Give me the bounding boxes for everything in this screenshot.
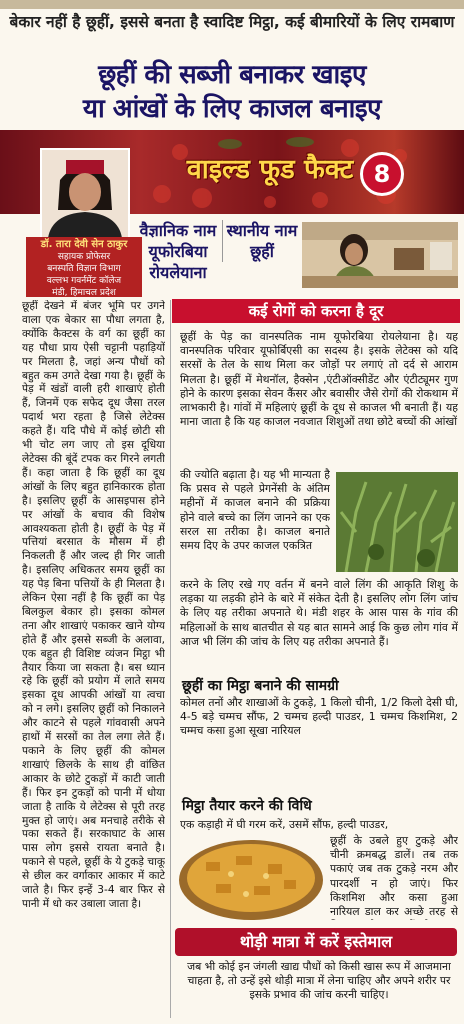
author-name: डॉ. तारा देवी सेन ठाकुर	[40, 239, 128, 250]
small-quantity-text: जब भी कोई इन जंगली खाद्य पौधों को किसी खास रूप में आजमाना चाहता है, तो उन्हें इसे थोड़ी मात्रा में लेना चाहिए और अपने शरीर पर इसके प्रभाव की जांच करनी चाहिए।	[187, 960, 451, 1002]
scientific-name-label: वैज्ञानिक नाम	[139, 221, 217, 240]
local-name-label: स्थानीय नाम	[226, 221, 298, 240]
section1-paragraph-a: छूहीं के पेड़ का वानस्पतिक नाम यूफोरबिया रोयलेयाना है। यह वानस्पतिक परिवार यूफोर्बिएसी का सदस्य है। इसके लेटेक्स को यदि सरसों के तेल के साथ मिला कर जोड़ों पर लगाएं तो दर्द से आराम मिलता है। छूहीं में मेथनॉल, हैक्सेन ,एंटीऑक्सीडेंट और एंटीट्यूमर गुण होने के कारण इसका सेवन कैंसर और बवासीर जैसे रोगों की रोकथाम में लाभकारी है। गांवों में महिलाएं छूहीं के दूध से काजल भी बनाती हैं। यह माना जाता है कि यह काजल नवजात शिशुओं तथा छोटे बच्चों की आंखों	[180, 330, 458, 429]
author-location: मंडी, हिमाचल प्रदेश	[52, 288, 116, 298]
author-college: वल्लभ गवर्नमेंट कॉलेज	[46, 276, 122, 286]
mittha-dish-photo	[176, 834, 326, 922]
author-photo-icon	[42, 150, 128, 238]
section1-paragraph-c: करने के लिए रखे गए वर्तन में बनने वाले लिंग की आकृति शिशु के लड़का या लड़की होने के बारे में संकेत देती है। इसलिए लोग लिंग जांच के लिए यह तरीका अपनाते थे। मंडी शहर के आस पास के गांव की महिलाओं के साथ बातचीत से यह बात सामने आई कि कुछ लोग गांव में आज भी लिंग की जांच के लिए यह तरीका अपनाते हैं।	[180, 578, 458, 648]
author-at-work-photo	[302, 222, 458, 288]
banner-title: वाइल्ड फूड फैक्ट	[186, 154, 354, 185]
method-heading: मिट्ठा तैयार करने की विधि	[182, 798, 312, 814]
section-heading-diseases: कई रोगों को करना है दूर	[172, 299, 460, 323]
plant-photo	[336, 472, 458, 572]
headline-line-2: या आंखों के लिए काजल बनाइए	[82, 94, 382, 124]
headline-line-1: छूहीं की सब्जी बनाकर खाइए	[98, 60, 366, 90]
method-text-a: एक कड़ाही में घी गरम करें, उसमें सौंफ, हल्दी पाउडर,	[180, 818, 389, 831]
author-credit	[26, 237, 142, 297]
ingredients-heading: छूहीं का मिट्ठा बनाने की सामग्री	[182, 678, 339, 694]
left-column-text: छूहीं देखने में बंजर भूमि पर उगने वाला एक बेकार सा पौधा लगता है, क्योंकि कैक्टस के वर्ग का छूहीं का यह पौधा प्राय ऐसी चट्टानी पहाड़ियों पर मिलता है, जहां अन्य पौधों को बहुत कम उगते देखा गया है। छूहीं के पेड़ में खंडों वाली हरी शाखाएं होती हैं, जिनमें एक सफेद दूध जैसा तरल पदार्थ भरा रहता है जिसे लेटेक्स कहते हैं। यदि पौधे में कोई छोटी सी भी चोट लग जाए तो इस दूधिया लेटेक्स की बूंदें टपक कर गिरने लगती हैं। कहा जाता है कि छूहीं का दूध आंखों के लिए बहुत हानिकारक होता है। इसलिए छूहीं के आसइपास होने पर आंखों के बचाव की विशेष आवश्यकता होती है। छूहीं के पेड़ में पत्तियां बरसात के मौसम में ही निकलती हैं और जल्द ही गिर जाती है। इसलिए अधिकतर समय छूहीं का यह पेड़ बिना पत्तियों के ही मिलता है। लेकिन ऐसा नहीं है कि छूहीं का पेड़ बिलकुल बेकार हो। इसका कोमल तना और शाखाएं पकाकर खाने योग्य होते हैं और इससे सब्जी के अलावा, एक बहुत ही विशिष्ट व्यंजन मिट्ठा भी तैयार किया जा सकता है। बस ध्यान रहे कि छूहीं को प्रयोग में लाते समय इसका दूध आपकी आंखों या त्वचा को न लगे। इसलिए छूहीं को निकालने और काटने से पहले गांववासी अपने हाथों में सरसों का तेल लगा लेते हैं। पकाने के लिए छूहीं की कोमल शाखाएं छिलके के साथ ही वांछित आकार के छोटे टुकड़ों में काटी जाती हैं। फिर इन टुकड़ों को पानी में धोया जाता है ताकि ये लेटेक्स से पूरी तरह मुक्त हो जाएं। अब मनचाहे तरीके से पका सकते हैं। सरकाघाट के आस पास लोग इससे रायता बनाते है। पकाने से पहले, छूहीं के ये टुकड़े चाकू से छील कर वर्गाकार आकार में काटे जाते है। फिर इन्हें 3-4 बार फिर से पानी में धो कर उबाला जाता है।	[22, 300, 165, 910]
laboratory-photo-icon	[302, 222, 458, 288]
local-name-value: छूहीं	[250, 242, 274, 261]
column-divider	[170, 300, 171, 1018]
top-strip	[0, 0, 464, 9]
author-designation: सहायक प्रोफेसर	[57, 252, 111, 262]
author-photo	[40, 148, 130, 240]
section1-paragraph-b: की ज्योति बढ़ाता है। यह भी मान्यता है कि प्रसव से पहले प्रेगनेंसी के अंतिम महीनों में काजल बनाने की प्रक्रिया होने वाले बच्चे का लिंग जानने का एक सरल सा तरीका है। काजल बनाते समय दिए के उपर काजल एकत्रित	[180, 468, 330, 553]
scientific-name-block	[130, 220, 226, 283]
scientific-name-value: यूफोरबिया रोयलेयाना	[148, 242, 208, 282]
fact-number-badge: 8	[360, 152, 404, 196]
author-department: बनस्पति विज्ञान विभाग	[47, 264, 121, 274]
plant-photo-icon	[336, 472, 458, 572]
local-name-block	[222, 220, 301, 262]
strapline: बेकार नहीं है छूहीं, इससे बनता है स्वादिष्ट मिट्ठा, कई बीमारियों के लिए रामबाण	[9, 13, 455, 31]
ingredients-text: कोमल तनों और शाखाओं के टुकड़े, 1 किलो चीनी, 1/2 किलो देसी घी, 4-5 बड़े चम्मच सौंफ, 2 चम्मच हल्दी पाउडर, 1 चम्मच किशमिश, 2 चम्मच कसा हुआ सूखा नारियल	[180, 696, 458, 738]
method-text-b: छूहीं के उबले हुए टुकड़े और चीनी क्रमबद्ध डालें। तब तक पकाएं जब तक टुकड़े नरम और पारदर्शी न हो जाएं। फिर किशमिश और कसा हुआ नारियल डाल कर अच्छे तरह से	[330, 834, 458, 919]
section-heading-small-quantity: थोड़ी मात्रा में करें इस्तेमाल	[175, 928, 457, 956]
